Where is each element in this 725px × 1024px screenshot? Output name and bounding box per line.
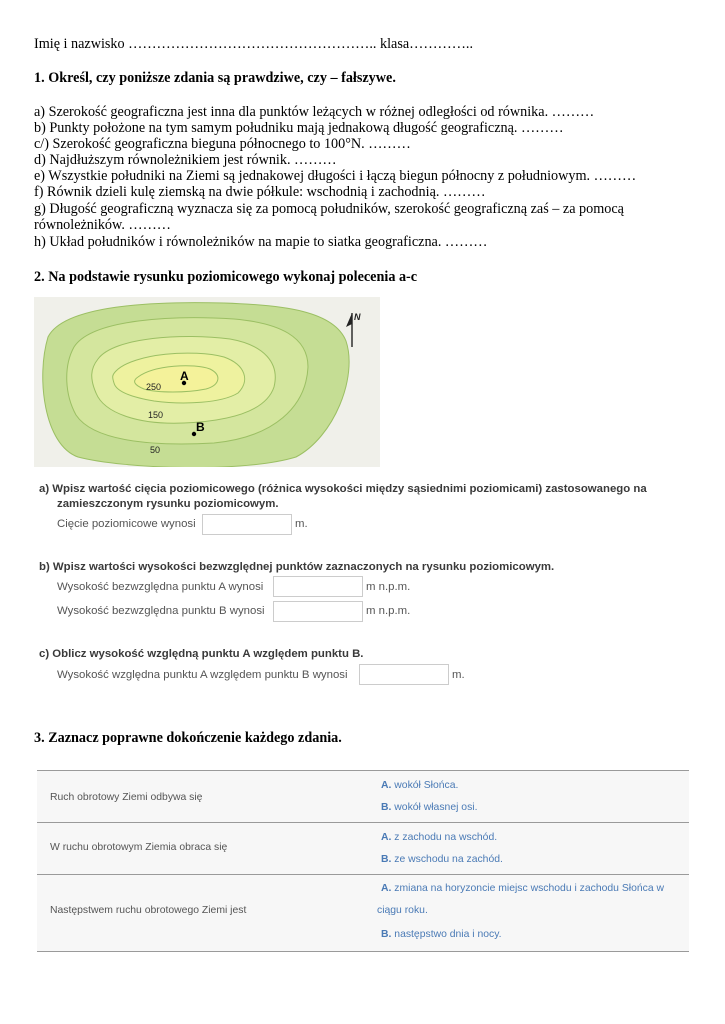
contour-label-150: 150 <box>148 410 164 420</box>
task3-title: 3. Zaznacz poprawne dokończenie każdego zdania. <box>34 730 342 746</box>
point-b-label: B <box>196 420 205 434</box>
north-label: N <box>354 312 361 322</box>
name-class-line: Imię i nazwisko …………………………………………….. klasa………….. <box>34 36 473 52</box>
option-a[interactable]: A. wokół Słońca. <box>381 780 459 791</box>
relative-height-input[interactable] <box>359 664 449 685</box>
task1-item-d: d) Najdłuższym równoleżnikiem jest równik. ……… <box>34 152 337 168</box>
task1-item-h: h) Układ południków i równoleżników na mapie to siatka geograficzna. ……… <box>34 234 488 250</box>
option-b[interactable]: B. wokół własnej osi. <box>381 802 478 813</box>
elevation-a-unit: m n.p.m. <box>366 581 411 593</box>
task1-item-c: c/) Szerokość geograficzna bieguna północnego to 100°N. ……… <box>34 136 411 152</box>
relative-height-unit: m. <box>452 669 465 681</box>
task1-item-f: f) Równik dzieli kulę ziemską na dwie półkule: wschodnią i zachodnią. ……… <box>34 184 486 200</box>
contour-label-250: 250 <box>146 382 162 392</box>
task2-title: 2. Na podstawie rysunku poziomicowego wykonaj polecenia a-c <box>34 269 418 285</box>
elevation-b-label: Wysokość bezwzględna punktu B wynosi <box>57 605 265 617</box>
question-c: c) Oblicz wysokość względną punktu A względem punktu B. <box>39 648 364 660</box>
question-a-line1: a) Wpisz wartość cięcia poziomicowego (różnica wysokości między sąsiednimi poziomicami) zastosowanego na <box>39 483 647 495</box>
elevation-a-input[interactable] <box>273 576 363 597</box>
table-row <box>37 822 689 875</box>
elevation-a-label: Wysokość bezwzględna punktu A wynosi <box>57 581 264 593</box>
contour-map <box>34 297 380 467</box>
task3-table <box>37 770 689 952</box>
contour-label-50: 50 <box>150 445 161 455</box>
task1-item-g: g) Długość geograficzną wyznacza się za pomocą południków, szerokość geograficzną zaś – za pomocą <box>34 201 624 217</box>
task2-panel <box>33 472 689 694</box>
option-a[interactable]: A. zmiana na horyzoncie miejsc wschodu i zachodu Słońca w <box>381 883 665 894</box>
question-a-line2: zamieszczonym rysunku poziomicowym. <box>57 498 279 510</box>
row-stem: Następstwem ruchu obrotowego Ziemi jest <box>50 905 247 916</box>
contour-interval-unit: m. <box>295 518 308 530</box>
option-a-cont[interactable]: ciągu roku. <box>377 905 428 916</box>
elevation-b-input[interactable] <box>273 601 363 622</box>
task1-item-e: e) Wszystkie południki na Ziemi są jednakowej długości i łączą biegun północny z południowym. ……… <box>34 168 637 184</box>
elevation-b-unit: m n.p.m. <box>366 605 411 617</box>
table-row <box>37 874 689 952</box>
question-b: b) Wpisz wartości wysokości bezwzględnej punktów zaznaczonych na rysunku poziomicowym. <box>39 561 555 573</box>
table-row <box>37 770 689 823</box>
option-a[interactable]: A. z zachodu na wschód. <box>381 832 498 843</box>
task1-title: 1. Określ, czy poniższe zdania są prawdziwe, czy – fałszywe. <box>34 70 396 86</box>
row-stem: Ruch obrotowy Ziemi odbywa się <box>50 792 203 803</box>
point-a-label: A <box>180 369 189 383</box>
task1-item-b: b) Punkty położone na tym samym południku mają jednakową długość geograficzną. ……… <box>34 120 564 136</box>
contour-interval-input[interactable] <box>202 514 292 535</box>
row-stem: W ruchu obrotowym Ziemia obraca się <box>50 842 228 853</box>
task1-item-a: a) Szerokość geograficzna jest inna dla punktów leżących w różnej odległości od równika. ……… <box>34 104 595 120</box>
option-b[interactable]: B. następstwo dnia i nocy. <box>381 929 502 940</box>
relative-height-label: Wysokość względna punktu A względem punktu B wynosi <box>57 669 348 681</box>
task1-item-g-cont: równoleżników. ……… <box>34 217 171 233</box>
contour-interval-label: Cięcie poziomicowe wynosi <box>57 518 196 530</box>
option-b[interactable]: B. ze wschodu na zachód. <box>381 854 503 865</box>
